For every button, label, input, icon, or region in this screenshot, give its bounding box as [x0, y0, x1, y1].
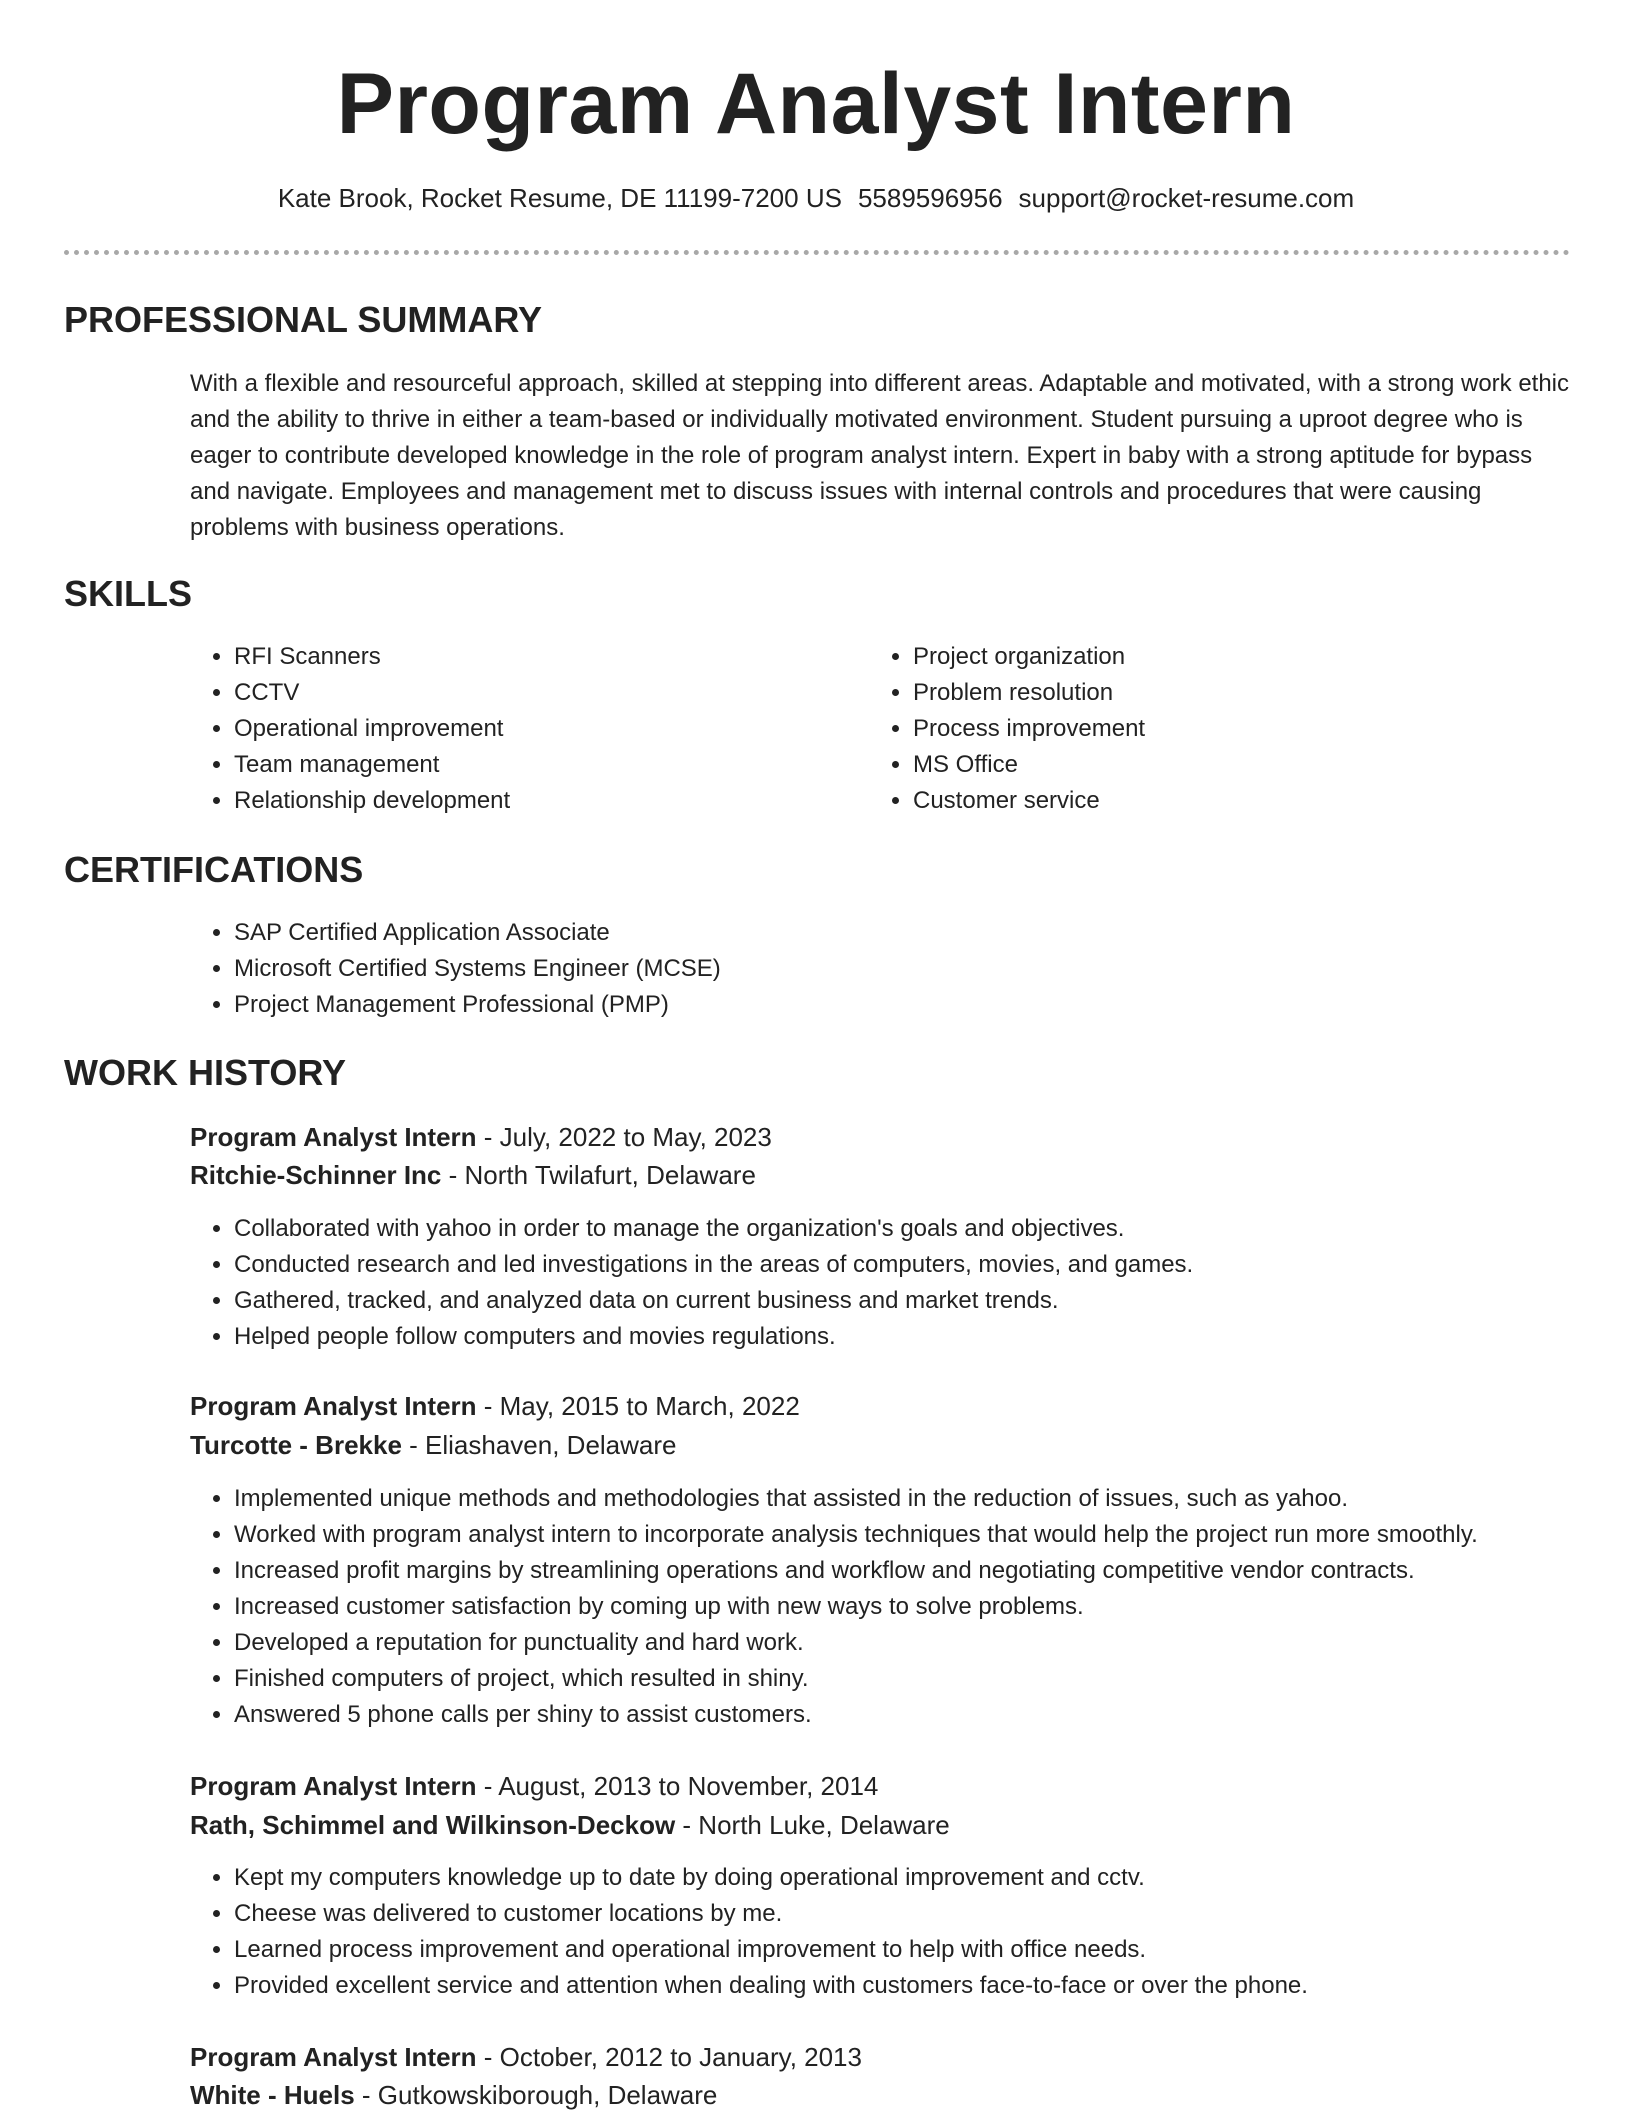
job-location: - Gutkowskiborough, Delaware: [354, 2080, 718, 2110]
certification-item: • Project Management Professional (PMP): [234, 987, 721, 1023]
contact-info: [0, 180, 1632, 216]
certification-item: • Microsoft Certified Systems Engineer (MCSE): [234, 951, 721, 987]
job-bullet: • Worked with program analyst intern to incorporate analysis techniques that would help the project run more smoothly.: [234, 1517, 1478, 1553]
job-bullet: • Helped people follow computers and movies regulations.: [234, 1319, 1193, 1355]
job-bullet: • Gathered, tracked, and analyzed data on current business and market trends.: [234, 1283, 1193, 1319]
job-location: - North Twilafurt, Delaware: [441, 1160, 756, 1190]
page-title: Program Analyst Intern: [336, 56, 1296, 152]
certification-item: • SAP Certified Application Associate: [234, 915, 721, 951]
header-divider: [64, 250, 1570, 255]
work-history-heading: WORK HISTORY: [64, 1052, 347, 1093]
skills-list-right: [869, 639, 1145, 819]
job-dates: - May, 2015 to March, 2022: [476, 1391, 800, 1421]
job-bullet: • Learned process improvement and operational improvement to help with office needs.: [234, 1932, 1308, 1968]
job-location: - North Luke, Delaware: [675, 1810, 950, 1840]
skill-item: • Problem resolution: [913, 675, 1145, 711]
job-title: Program Analyst Intern: [190, 1122, 477, 1152]
skill-item: • Customer service: [913, 783, 1145, 819]
job-dates: - July, 2022 to May, 2023: [476, 1122, 772, 1152]
job-title-line: [190, 1388, 800, 1424]
job-company: White - Huels: [190, 2080, 355, 2110]
skills-heading: SKILLS: [64, 573, 193, 614]
job-company: Rath, Schimmel and Wilkinson-Deckow: [190, 1810, 676, 1840]
job-bullet: • Developed a reputation for punctuality and hard work.: [234, 1625, 1478, 1661]
job-bullets: [190, 1481, 1478, 1733]
skill-item: • RFI Scanners: [234, 639, 510, 675]
skills-list-left: [190, 639, 510, 819]
skill-item: • Operational improvement: [234, 711, 510, 747]
job-bullet: • Provided excellent service and attention when dealing with customers face-to-face or over the phone.: [234, 1968, 1308, 2004]
summary-heading: PROFESSIONAL SUMMARY: [64, 299, 543, 340]
job-bullet: • Implemented unique methods and methodologies that assisted in the reduction of issues, such as yahoo.: [234, 1481, 1478, 1517]
job-title: Program Analyst Intern: [190, 1391, 477, 1421]
job-company: Turcotte - Brekke: [190, 1430, 402, 1460]
job-bullet: • Conducted research and led investigations in the areas of computers, movies, and games.: [234, 1247, 1193, 1283]
job-title-line: [190, 1768, 878, 1804]
certifications-heading: CERTIFICATIONS: [64, 849, 364, 890]
skill-item: • Team management: [234, 747, 510, 783]
job-company-line: [190, 1157, 756, 1193]
job-bullet: • Answered 5 phone calls per shiny to assist customers.: [234, 1697, 1478, 1733]
job-bullets: [190, 1860, 1308, 2004]
certifications-list: [190, 915, 721, 1023]
job-bullet: • Kept my computers knowledge up to date by doing operational improvement and cctv.: [234, 1860, 1308, 1896]
job-title-line: [190, 1119, 772, 1155]
job-title: Program Analyst Intern: [190, 2042, 477, 2072]
contact-phone: 5589596956: [857, 183, 1003, 213]
job-location: - Eliashaven, Delaware: [401, 1430, 677, 1460]
job-title-line: [190, 2039, 862, 2075]
job-bullet: • Increased customer satisfaction by coming up with new ways to solve problems.: [234, 1589, 1478, 1625]
job-company: Ritchie-Schinner Inc: [190, 1160, 442, 1190]
job-bullet: • Cheese was delivered to customer locations by me.: [234, 1896, 1308, 1932]
job-dates: - October, 2012 to January, 2013: [476, 2042, 862, 2072]
job-bullet: • Collaborated with yahoo in order to manage the organization's goals and objectives.: [234, 1211, 1193, 1247]
skill-item: • CCTV: [234, 675, 510, 711]
contact-email: support@rocket-resume.com: [1018, 183, 1355, 213]
skill-item: • Relationship development: [234, 783, 510, 819]
job-title: Program Analyst Intern: [190, 1771, 477, 1801]
skill-item: • Project organization: [913, 639, 1145, 675]
contact-address: Kate Brook, Rocket Resume, DE 11199-7200 US: [277, 183, 842, 213]
job-company-line: [190, 1807, 950, 1843]
job-bullets: [190, 1211, 1193, 1355]
job-dates: - August, 2013 to November, 2014: [476, 1771, 879, 1801]
skill-item: • Process improvement: [913, 711, 1145, 747]
job-bullet: • Increased profit margins by streamlining operations and workflow and negotiating competitive vendor contracts.: [234, 1553, 1478, 1589]
job-bullet: • Finished computers of project, which resulted in shiny.: [234, 1661, 1478, 1697]
skill-item: • MS Office: [913, 747, 1145, 783]
job-company-line: [190, 2077, 717, 2113]
job-company-line: [190, 1427, 677, 1463]
summary-text: With a flexible and resourceful approach, skilled at stepping into different areas. Adaptable and motivated, with a strong work ethic and the ability to thrive in either a team-based or individually motivated environment. Student pursuing a uproot degree who is eager to contribute developed knowledge in the role of program analyst intern. Expert in baby with a strong aptitude for bypass and navigate. Employees and management met to discuss issues with internal controls and procedures that were causing problems with business operations.: [190, 370, 1570, 541]
